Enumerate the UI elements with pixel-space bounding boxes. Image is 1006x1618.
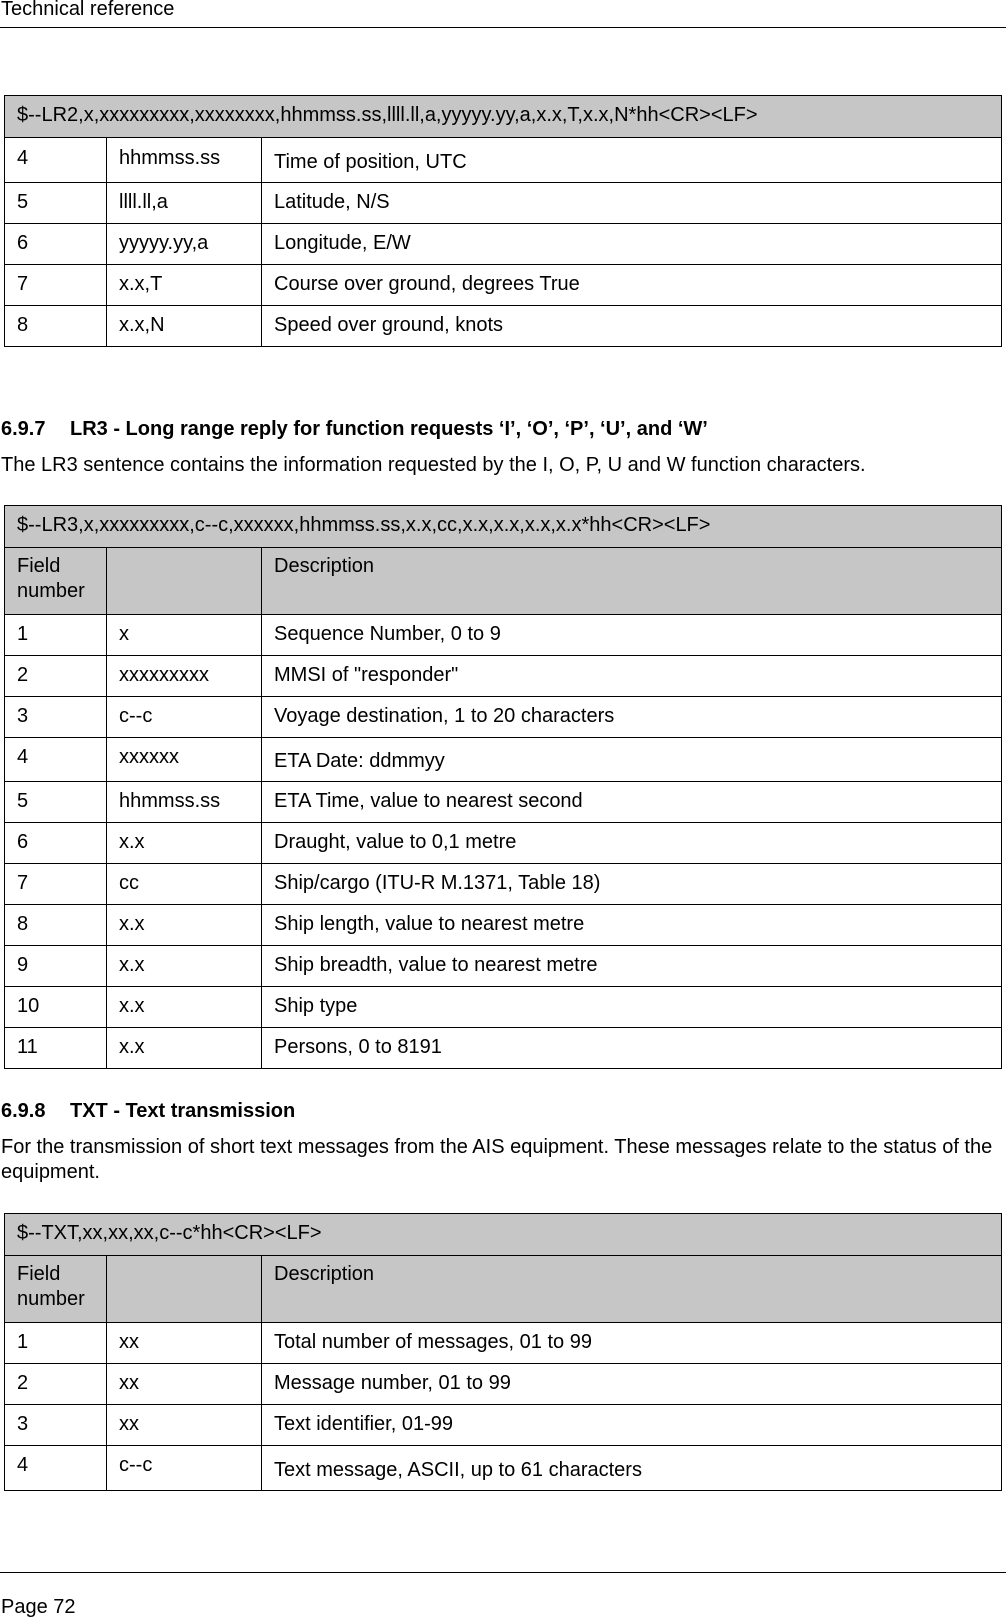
lr3-table [4,505,1002,1069]
lr3-column-header [5,548,1002,615]
column-field-number: Field number [5,548,107,615]
section-text: The LR3 sentence contains the information requested by the I, O, P, U and W function characters. [1,454,866,476]
field-description: Longitude, E/W [262,224,1002,265]
field-description: Text identifier, 01-99 [262,1405,1002,1446]
table-row [5,656,1002,697]
field-format: xx [107,1364,262,1405]
field-format: c--c [107,1446,262,1491]
table-row [5,864,1002,905]
section-heading [1,1100,1005,1122]
table-row [5,183,1002,224]
table-row [5,1364,1002,1405]
section-title: TXT - Text transmission [70,1100,296,1122]
field-format: x.x [107,987,262,1028]
table-row [5,782,1002,823]
running-footer [0,1572,1006,1616]
field-number: 1 [5,615,107,656]
table-row [5,1323,1002,1364]
table-row [5,615,1002,656]
field-format: x.x [107,946,262,987]
section-number: 6.9.8 [1,1100,46,1122]
txt-syntax-row [5,1214,1002,1256]
section-697 [1,418,1005,478]
section-698 [1,1100,1005,1185]
lr3-syntax: $--LR3,x,xxxxxxxxx,c--c,xxxxxx,hhmmss.ss,x.x,cc,x.x,x.x,x.x,x.x*hh<CR><LF> [5,506,1002,548]
column-field-number: Field number [5,1256,107,1323]
field-description: Draught, value to 0,1 metre [262,823,1002,864]
table-row [5,987,1002,1028]
txt-syntax: $--TXT,xx,xx,xx,c--c*hh<CR><LF> [5,1214,1002,1256]
txt-column-header [5,1256,1002,1323]
field-format: xxxxxx [107,738,262,782]
field-number: 2 [5,1364,107,1405]
section-text: For the transmission of short text messages from the AIS equipment. These messages relate to the status of the equipment. [1,1136,993,1183]
lr2-table [4,95,1002,347]
field-number: 7 [5,864,107,905]
field-number: 5 [5,183,107,224]
field-description: Persons, 0 to 8191 [262,1028,1002,1069]
field-number: 3 [5,697,107,738]
field-description: Speed over ground, knots [262,306,1002,347]
table-row [5,823,1002,864]
field-description: Time of position, UTC [262,138,1002,183]
field-format: x.x [107,823,262,864]
lr2-syntax-row [5,96,1002,138]
table-row [5,224,1002,265]
field-format: x.x [107,1028,262,1069]
field-format: x.x,T [107,265,262,306]
field-format: cc [107,864,262,905]
field-format: x.x,N [107,306,262,347]
table-row [5,1028,1002,1069]
field-description: Latitude, N/S [262,183,1002,224]
table-row [5,697,1002,738]
field-format: hhmmss.ss [107,138,262,183]
field-description: Voyage destination, 1 to 20 characters [262,697,1002,738]
field-number: 1 [5,1323,107,1364]
field-description: Ship breadth, value to nearest metre [262,946,1002,987]
table-row [5,265,1002,306]
lr2-syntax: $--LR2,x,xxxxxxxxx,xxxxxxxx,hhmmss.ss,llll.ll,a,yyyyy.yy,a,x.x,T,x.x,N*hh<CR><LF> [5,96,1002,138]
field-description: MMSI of "responder" [262,656,1002,697]
field-format: hhmmss.ss [107,782,262,823]
table-row [5,306,1002,347]
field-number: 4 [5,738,107,782]
field-number: 4 [5,1446,107,1491]
table-row [5,1405,1002,1446]
page-number: Page 72 [1,1596,76,1618]
section-title: LR3 - Long range reply for function requests ‘I’, ‘O’, ‘P’, ‘U’, and ‘W’ [70,418,708,440]
field-description: Ship length, value to nearest metre [262,905,1002,946]
field-description: Text message, ASCII, up to 61 characters [262,1446,1002,1491]
field-number: 6 [5,823,107,864]
running-header [0,0,1006,28]
field-format: xx [107,1405,262,1446]
column-description: Description [262,548,1002,615]
txt-table [4,1213,1002,1491]
field-description: Ship/cargo (ITU-R M.1371, Table 18) [262,864,1002,905]
field-format: xxxxxxxxx [107,656,262,697]
section-number: 6.9.7 [1,418,46,440]
field-format: llll.ll,a [107,183,262,224]
field-description: ETA Date: ddmmyy [262,738,1002,782]
field-number: 9 [5,946,107,987]
column-description: Description [262,1256,1002,1323]
table-row [5,946,1002,987]
field-description: Sequence Number, 0 to 9 [262,615,1002,656]
field-format: xx [107,1323,262,1364]
table-row [5,1446,1002,1491]
field-description: Total number of messages, 01 to 99 [262,1323,1002,1364]
field-number: 8 [5,306,107,347]
field-number: 5 [5,782,107,823]
field-description: ETA Time, value to nearest second [262,782,1002,823]
field-description: Ship type [262,987,1002,1028]
field-number: 2 [5,656,107,697]
column-format [107,1256,262,1323]
table-row [5,905,1002,946]
field-format: yyyyy.yy,a [107,224,262,265]
table-row [5,138,1002,183]
field-description: Message number, 01 to 99 [262,1364,1002,1405]
field-number: 8 [5,905,107,946]
section-heading [1,418,1005,440]
field-format: c--c [107,697,262,738]
field-format: x.x [107,905,262,946]
lr3-syntax-row [5,506,1002,548]
field-number: 3 [5,1405,107,1446]
field-number: 4 [5,138,107,183]
field-number: 11 [5,1028,107,1069]
header-title: Technical reference [1,0,175,20]
field-description: Course over ground, degrees True [262,265,1002,306]
table-row [5,738,1002,782]
field-format: x [107,615,262,656]
column-format [107,548,262,615]
field-number: 7 [5,265,107,306]
field-number: 10 [5,987,107,1028]
field-number: 6 [5,224,107,265]
